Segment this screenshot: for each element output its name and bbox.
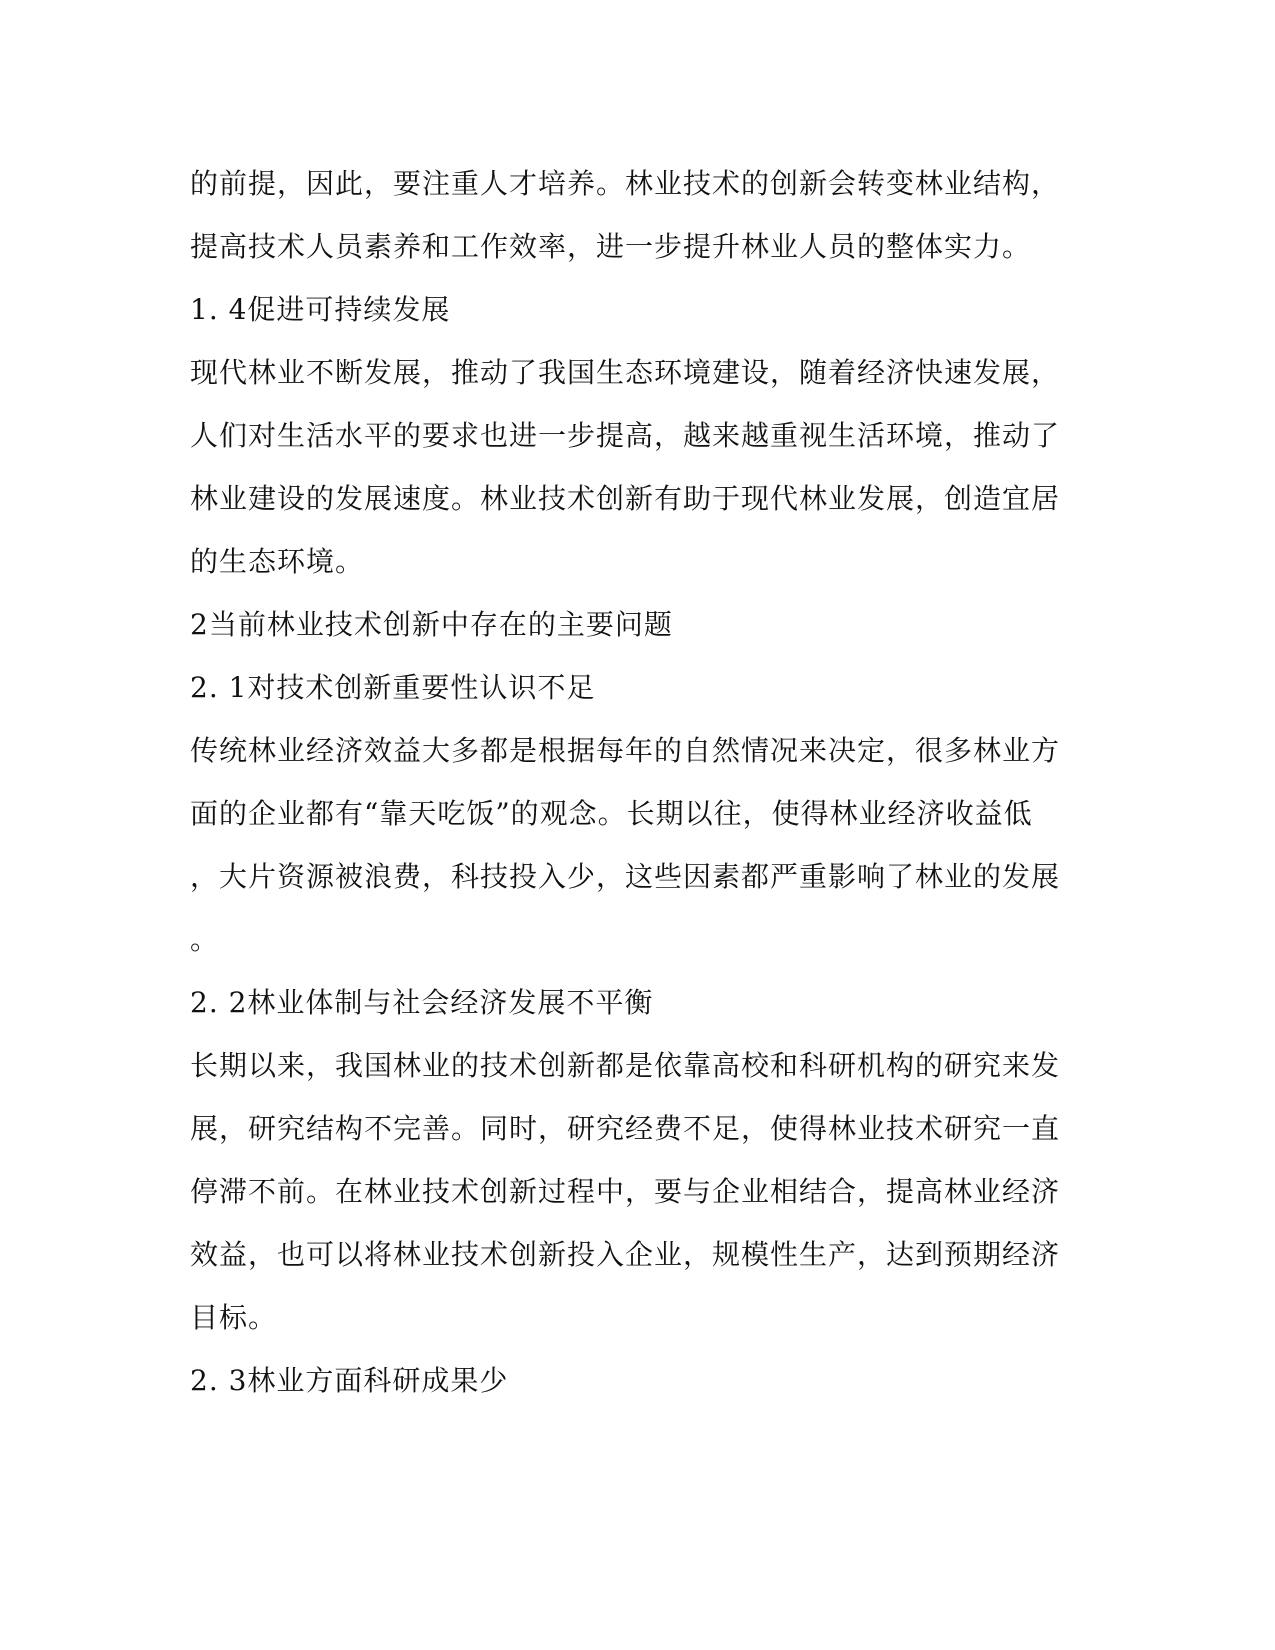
text-line: 展，研究结构不完善。同时，研究经费不足，使得林业技术研究一直 — [190, 1112, 1061, 1145]
text-line: 的生态环境。 — [190, 545, 365, 578]
text-line: ，大片资源被浪费，科技投入少，这些因素都严重影响了林业的发展 — [190, 860, 1061, 893]
text-line: 面的企业都有“靠天吃饭”的观念。长期以往，使得林业经济收益低 — [190, 797, 1033, 830]
text-line: 目标。 — [190, 1301, 278, 1334]
section-heading: 2当前林业技术创新中存在的主要问题 — [190, 608, 673, 641]
section-heading: 2. 2林业体制与社会经济发展不平衡 — [190, 986, 654, 1019]
section-heading: 2. 3林业方面科研成果少 — [190, 1364, 509, 1397]
text-line: 提高技术人员素养和工作效率，进一步提升林业人员的整体实力。 — [190, 230, 1032, 263]
text-line: 停滞不前。在林业技术创新过程中，要与企业相结合，提高林业经济 — [190, 1175, 1061, 1208]
section-heading: 2. 1对技术创新重要性认识不足 — [190, 671, 596, 704]
text-line: 现代林业不断发展，推动了我国生态环境建设，随着经济快速发展， — [190, 356, 1061, 389]
text-line: 长期以来，我国林业的技术创新都是依靠高校和科研机构的研究来发 — [190, 1049, 1061, 1082]
text-line: 人们对生活水平的要求也进一步提高，越来越重视生活环境，推动了 — [190, 419, 1061, 452]
text-line: 效益，也可以将林业技术创新投入企业，规模性生产，达到预期经济 — [190, 1238, 1061, 1271]
text-line: 林业建设的发展速度。林业技术创新有助于现代林业发展，创造宜居 — [190, 482, 1061, 515]
text-line: 的前提，因此，要注重人才培养。林业技术的创新会转变林业结构， — [190, 167, 1061, 200]
document-body — [190, 152, 1061, 1412]
section-heading: 1. 4促进可持续发展 — [190, 293, 451, 326]
text-line: 。 — [190, 923, 220, 956]
text-line: 传统林业经济效益大多都是根据每年的自然情况来决定，很多林业方 — [190, 734, 1061, 767]
